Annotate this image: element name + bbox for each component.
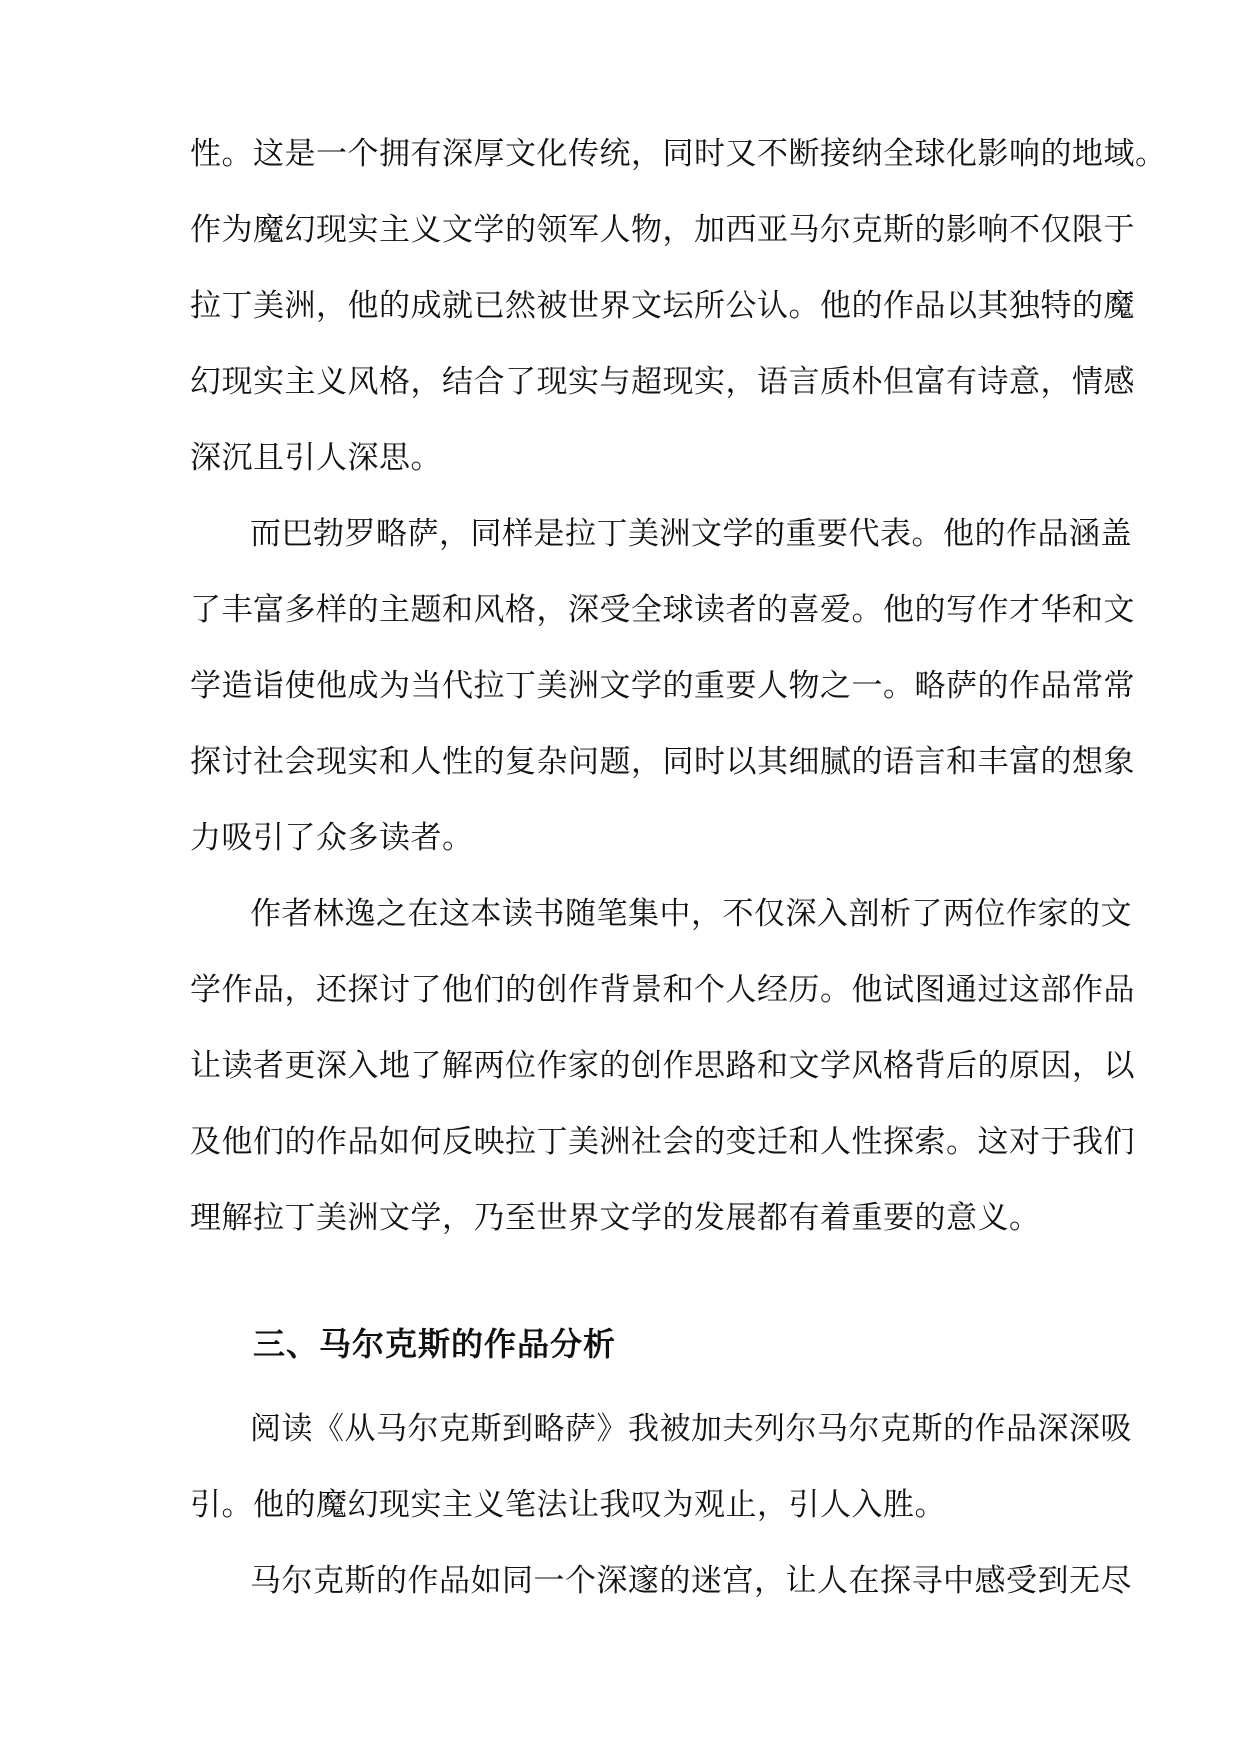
paragraph-line: 深沉且引人深思。	[190, 440, 442, 476]
paragraph-line: 作为魔幻现实主义文学的领军人物，加西亚马尔克斯的影响不仅限于	[190, 212, 1135, 248]
paragraph-line: 理解拉丁美洲文学，乃至世界文学的发展都有着重要的意义。	[190, 1200, 1041, 1236]
paragraph-line: 作者林逸之在这本读书随笔集中，不仅深入剖析了两位作家的文	[250, 896, 1132, 932]
paragraph-line: 探讨社会现实和人性的复杂问题，同时以其细腻的语言和丰富的想象	[190, 744, 1135, 780]
paragraph-line: 阅读《从马尔克斯到略萨》我被加夫列尔马尔克斯的作品深深吸	[250, 1411, 1132, 1447]
paragraph-line: 引。他的魔幻现实主义笔法让我叹为观止，引人入胜。	[190, 1487, 946, 1523]
section-heading: 三、马尔克斯的作品分析	[253, 1325, 617, 1363]
paragraph-line: 了丰富多样的主题和风格，深受全球读者的喜爱。他的写作才华和文	[190, 592, 1135, 628]
paragraph-line: 马尔克斯的作品如同一个深邃的迷宫，让人在探寻中感受到无尽	[250, 1563, 1132, 1599]
paragraph-line: 幻现实主义风格，结合了现实与超现实，语言质朴但富有诗意，情感	[190, 364, 1135, 400]
paragraph-line: 学作品，还探讨了他们的创作背景和个人经历。他试图通过这部作品	[190, 972, 1135, 1008]
paragraph-line: 学造诣使他成为当代拉丁美洲文学的重要人物之一。略萨的作品常常	[190, 668, 1135, 704]
paragraph-line: 力吸引了众多读者。	[190, 820, 474, 856]
paragraph-line: 让读者更深入地了解两位作家的创作思路和文学风格背后的原因，以	[190, 1048, 1135, 1084]
paragraph-line: 性。这是一个拥有深厚文化传统，同时又不断接纳全球化影响的地域。	[190, 136, 1167, 172]
paragraph-line: 及他们的作品如何反映拉丁美洲社会的变迁和人性探索。这对于我们	[190, 1124, 1135, 1160]
paragraph-line: 而巴勃罗略萨，同样是拉丁美洲文学的重要代表。他的作品涵盖	[250, 516, 1132, 552]
paragraph-line: 拉丁美洲，他的成就已然被世界文坛所公认。他的作品以其独特的魔	[190, 288, 1135, 324]
